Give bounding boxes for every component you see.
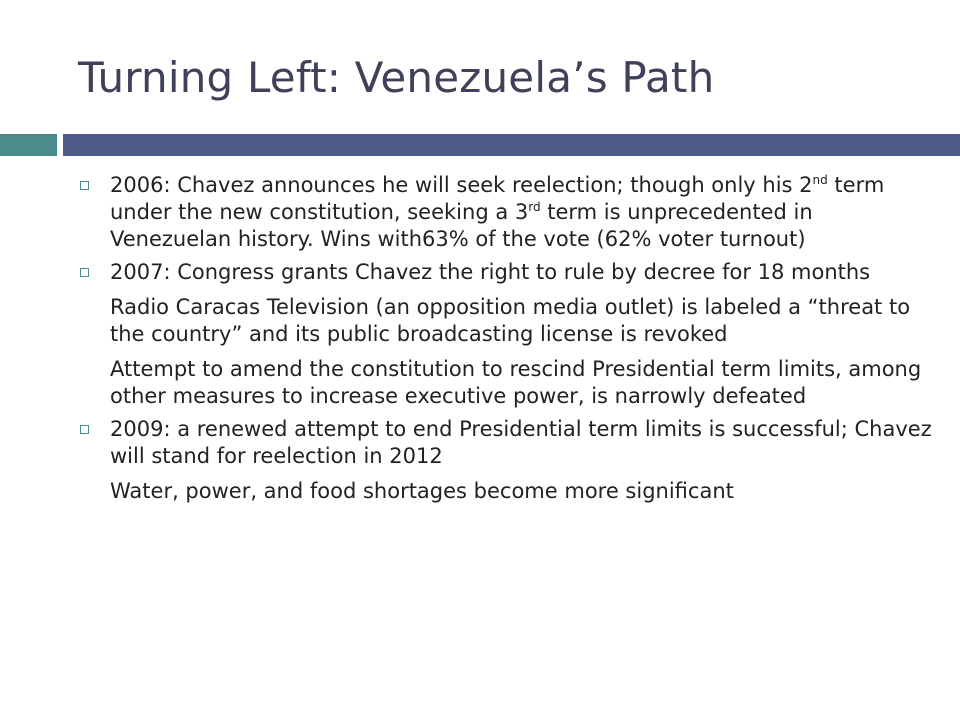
square-bullet-icon [80,425,89,434]
bullet-item-2009 [78,416,938,470]
title-divider-bar [63,134,960,156]
slide-content [78,172,938,505]
square-bullet-icon [80,268,89,277]
slide-title: Turning Left: Venezuela’s Path [78,53,715,102]
bullet-item-2007 [78,259,938,286]
title-accent-block [0,134,57,156]
bullet-item-2006 [78,172,938,253]
sub-item-text: Radio Caracas Television (an opposition media outlet) is labeled a “threat to the country” and its public broadcasting license is revoked [110,295,911,346]
sub-item-text: Water, power, and food shortages become more significant [110,479,734,503]
sub-item-shortages [78,478,938,505]
bullet-text: 2007: Congress grants Chavez the right to rule by decree for 18 months [110,260,871,284]
bullet-text: 2009: a renewed attempt to end Presidential term limits is successful; Chavez will stand for reelection in 2012 [110,417,932,468]
sub-item-rctv [78,294,938,348]
sub-item-text: Attempt to amend the constitution to rescind Presidential term limits, among other measures to increase executive power, is narrowly defeated [110,357,922,408]
superscript: rd [528,200,541,214]
square-bullet-icon [80,181,89,190]
superscript: nd [812,173,828,187]
bullet-text: 2006: Chavez announces he will seek reelection; though only his 2nd term under the new constitution, seeking a 3rd term is unprecedented in Venezuelan history. Wins with63% of the vote (62% voter turnout) [110,173,885,251]
sub-item-amendment [78,356,938,410]
